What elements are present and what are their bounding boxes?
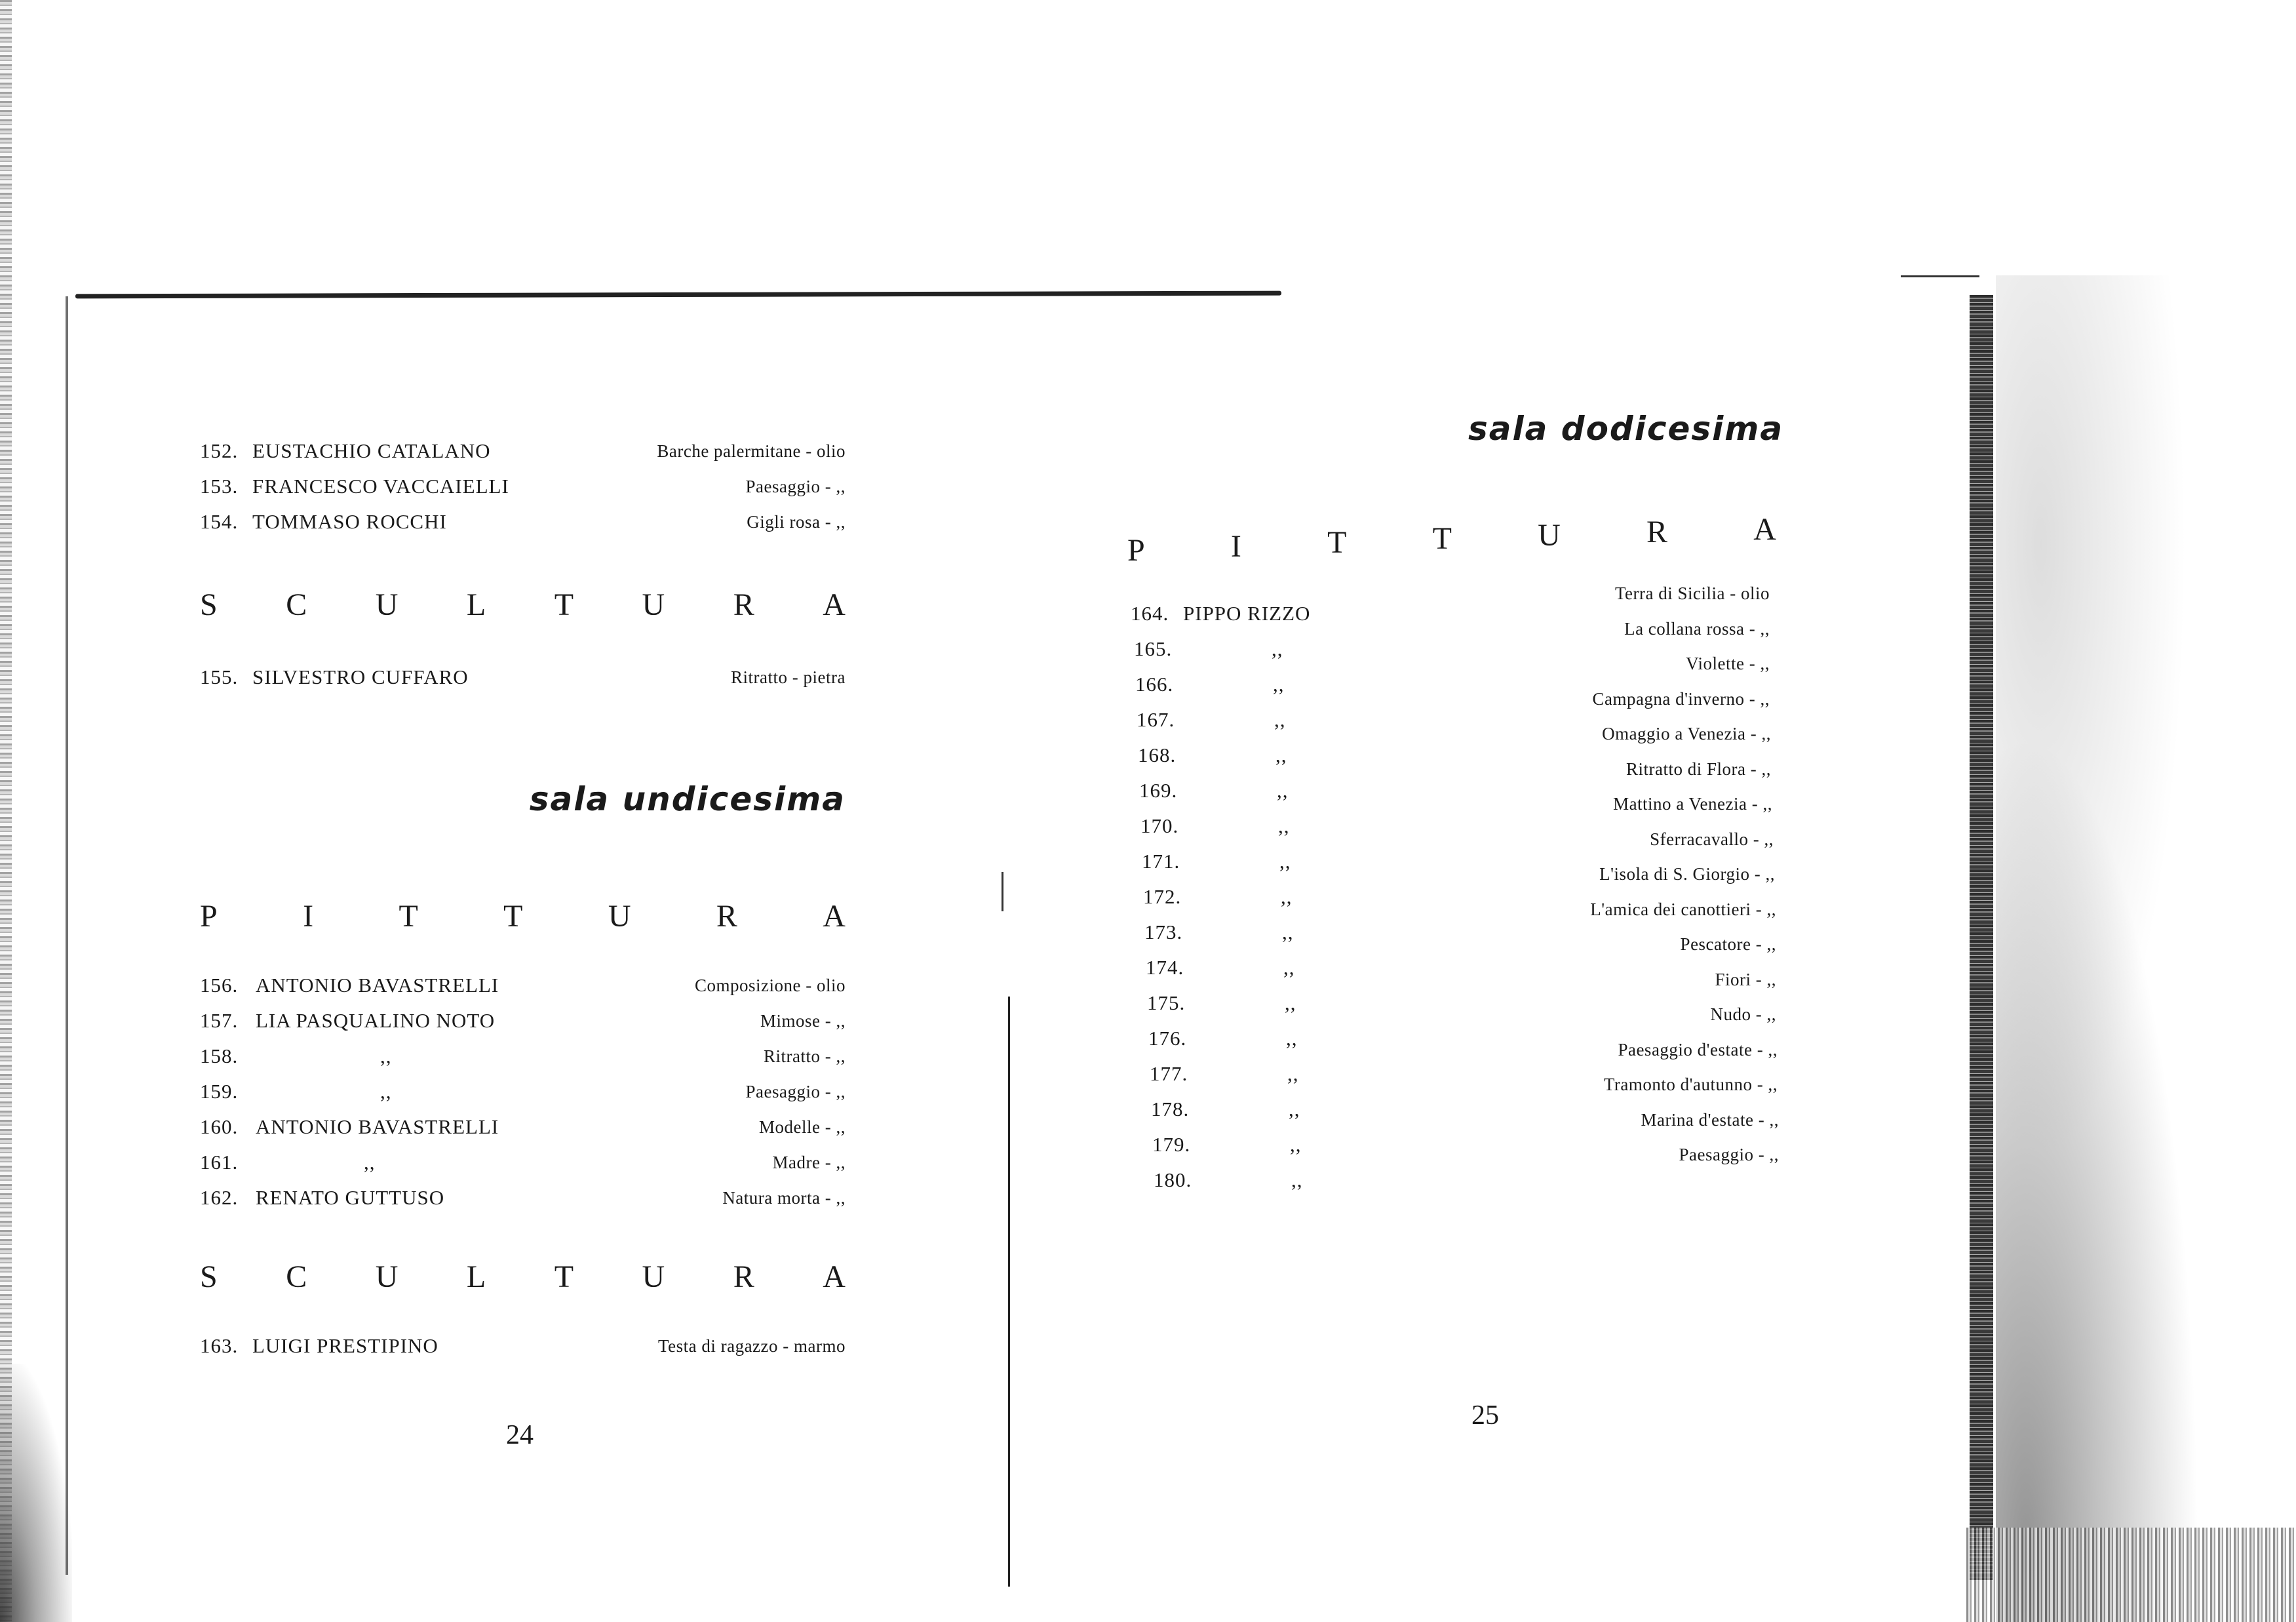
heading-letter: S — [200, 1259, 218, 1294]
heading-letter: T — [503, 899, 523, 934]
work-title: Natura morta - ,, — [722, 1188, 846, 1208]
heading-letter: S — [200, 587, 218, 622]
list-item — [1131, 920, 1393, 956]
list-item — [1376, 970, 1835, 1005]
ditto-mark: ,, — [1285, 991, 1296, 1014]
heading-letter: I — [1230, 529, 1241, 564]
artist-name: PIPPO RIZZO — [1183, 602, 1311, 625]
work-title: Pescatore - ,, — [1680, 934, 1776, 954]
entry-number: 154. — [200, 510, 239, 533]
heading-letter: U — [642, 587, 665, 622]
entry-number: 168. — [1138, 743, 1177, 766]
heading-letter: I — [303, 899, 314, 934]
scan-noise-right — [1996, 275, 2296, 1622]
heading-letter: R — [1646, 515, 1668, 549]
artist-name: RENATO GUTTUSO — [256, 1186, 445, 1209]
heading-letter: U — [642, 1259, 665, 1294]
work-title: L'amica dei canottieri - ,, — [1590, 899, 1776, 919]
heading-letter: P — [1127, 533, 1145, 568]
work-title: Ritratto - pietra — [731, 667, 846, 687]
heading-letter: U — [375, 587, 399, 622]
room-title: sala dodicesima — [1468, 410, 1784, 448]
work-title: Ritratto di Flora - ,, — [1626, 759, 1771, 779]
artist-name: ANTONIO BAVASTRELLI — [256, 1115, 499, 1138]
work-title: Violette - ,, — [1686, 654, 1770, 673]
entry-number: 169. — [1139, 779, 1178, 802]
page-left-edge — [66, 296, 68, 1575]
work-title: Paesaggio - ,, — [745, 477, 846, 496]
list-item — [1131, 1168, 1393, 1204]
heading-letter: U — [608, 899, 631, 934]
list-item — [1376, 1075, 1835, 1110]
list-item — [1376, 1110, 1835, 1145]
ditto-mark: ,, — [1272, 637, 1283, 660]
list-item — [1376, 724, 1835, 759]
work-title: Mimose - ,, — [760, 1011, 846, 1031]
entry-number: 155. — [200, 665, 239, 688]
catalogue-entry — [200, 1151, 846, 1186]
work-title: La collana rossa - ,, — [1624, 618, 1770, 639]
ditto-mark: ,, — [380, 1080, 392, 1103]
entry-number: 164. — [1131, 602, 1169, 625]
ditto-mark: ,, — [380, 1044, 392, 1067]
ditto-mark: ,, — [1286, 1027, 1298, 1050]
catalogue-entry — [200, 1044, 846, 1080]
list-item — [1131, 956, 1393, 991]
entry-number: 174. — [1146, 956, 1184, 979]
work-title: Paesaggio d'estate - ,, — [1618, 1039, 1778, 1059]
work-title: Marina d'estate - ,, — [1641, 1109, 1779, 1130]
catalogue-entry — [200, 1115, 846, 1151]
list-item — [1131, 1133, 1393, 1168]
entry-number: 177. — [1150, 1062, 1188, 1085]
heading-letter: T — [554, 587, 574, 622]
entry-number: 156. — [200, 974, 239, 997]
work-title: Omaggio a Venezia - ,, — [1602, 724, 1771, 743]
ditto-mark: ,, — [1281, 885, 1293, 908]
work-title: Tramonto d'autunno - ,, — [1603, 1075, 1778, 1094]
entry-number: 153. — [200, 475, 239, 498]
work-title: Campagna d'inverno - ,, — [1592, 688, 1770, 709]
list-item — [1376, 1040, 1835, 1075]
entry-number: 152. — [200, 439, 239, 462]
entry-number: 175. — [1147, 991, 1186, 1014]
ditto-mark: ,, — [1290, 1133, 1302, 1156]
heading-letter: L — [466, 1259, 486, 1294]
heading-letter: U — [375, 1259, 399, 1294]
list-item — [1131, 991, 1393, 1027]
heading-letter: T — [1327, 525, 1347, 560]
entry-number: 165. — [1134, 637, 1173, 660]
heading-letter: A — [1753, 512, 1776, 547]
heading-letter: R — [716, 899, 737, 934]
artist-name: LUIGI PRESTIPINO — [252, 1334, 438, 1357]
entry-number: 170. — [1140, 814, 1179, 837]
entry-number: 159. — [200, 1080, 239, 1103]
list-item — [1376, 794, 1835, 829]
entries-top — [200, 439, 846, 545]
work-title: Paesaggio - ,, — [1679, 1145, 1779, 1164]
artist-name: EUSTACHIO CATALANO — [252, 439, 491, 462]
list-item — [1376, 829, 1835, 865]
section-heading-scultura — [200, 1259, 846, 1295]
page-number: 25 — [1471, 1400, 1499, 1431]
list-item — [1131, 637, 1393, 673]
heading-letter: R — [733, 587, 754, 622]
catalogue-entry — [200, 510, 846, 545]
catalogue-entry — [200, 475, 846, 510]
entry-number: 173. — [1144, 920, 1183, 943]
entry-number: 167. — [1137, 708, 1175, 731]
catalogue-entry — [200, 1334, 846, 1367]
list-item — [1376, 654, 1835, 689]
work-title: Gigli rosa - ,, — [747, 512, 846, 532]
list-item — [1131, 850, 1393, 885]
work-title: Mattino a Venezia - ,, — [1613, 794, 1772, 814]
entry-number: 179. — [1152, 1133, 1191, 1156]
section-heading-pittura — [1127, 511, 1776, 568]
list-item — [1376, 934, 1835, 970]
numbers-column — [1131, 602, 1393, 1204]
entry-number: 166. — [1135, 673, 1174, 696]
work-title: Ritratto - ,, — [764, 1046, 846, 1066]
work-title: Barche palermitane - olio — [657, 441, 846, 461]
entry-number: 162. — [200, 1186, 239, 1209]
list-item — [1376, 689, 1835, 724]
ditto-mark: ,, — [1278, 814, 1290, 837]
list-item — [1376, 864, 1835, 900]
entry-number: 157. — [200, 1009, 239, 1032]
section-heading-pittura — [200, 898, 846, 934]
entries-pittura — [200, 974, 846, 1221]
list-item — [1376, 584, 1835, 619]
entry-number: 163. — [200, 1334, 239, 1357]
list-item — [1131, 1027, 1393, 1062]
heading-letter: U — [1538, 518, 1561, 553]
entry-number: 160. — [200, 1115, 239, 1138]
catalogue-entry — [200, 1186, 846, 1221]
work-title: Modelle - ,, — [759, 1117, 846, 1137]
heading-letter: T — [554, 1259, 574, 1294]
ditto-mark: ,, — [1274, 708, 1286, 731]
heading-letter: R — [733, 1259, 754, 1294]
gutter-mark — [1002, 872, 1003, 911]
page-number: 24 — [506, 1420, 534, 1450]
ditto-mark: ,, — [1289, 1098, 1300, 1120]
section-heading-scultura — [200, 587, 846, 623]
list-item — [1376, 619, 1835, 654]
entry-number: 171. — [1142, 850, 1180, 873]
heading-letter: T — [399, 899, 418, 934]
entry-number: 158. — [200, 1044, 239, 1067]
heading-letter: L — [466, 587, 486, 622]
artist-name: SILVESTRO CUFFARO — [252, 665, 469, 688]
page-top-edge — [75, 291, 1281, 299]
work-title: Paesaggio - ,, — [745, 1082, 846, 1101]
catalogue-entry — [200, 665, 846, 698]
ditto-mark: ,, — [1287, 1062, 1299, 1085]
book-edge-right — [1970, 295, 1993, 1580]
list-item — [1131, 779, 1393, 814]
heading-letter: A — [823, 1259, 846, 1294]
list-item — [1376, 1004, 1835, 1040]
heading-letter: A — [823, 587, 846, 622]
ditto-mark: ,, — [1291, 1168, 1303, 1191]
catalogue-entry — [200, 1080, 846, 1115]
heading-letter: A — [823, 899, 846, 934]
catalogue-entry — [1131, 602, 1393, 637]
list-item — [1131, 673, 1393, 708]
work-title: Terra di Sicilia - olio — [1614, 584, 1770, 603]
work-title: Composizione - olio — [695, 976, 846, 995]
catalogue-entry — [200, 974, 846, 1009]
list-item — [1376, 900, 1835, 935]
work-title: Fiori - ,, — [1715, 969, 1776, 989]
work-title: L'isola di S. Giorgio - ,, — [1599, 864, 1775, 884]
work-title: Testa di ragazzo - marmo — [658, 1336, 846, 1356]
book-gutter — [1008, 997, 1010, 1587]
list-item — [1131, 1062, 1393, 1098]
heading-letter: C — [286, 587, 307, 622]
work-title: Sferracavallo - ,, — [1650, 829, 1774, 849]
list-item — [1376, 1145, 1835, 1180]
ditto-mark: ,, — [1275, 743, 1287, 766]
entry-number: 172. — [1143, 885, 1182, 908]
list-item — [1131, 1098, 1393, 1133]
artist-name: ANTONIO BAVASTRELLI — [256, 974, 499, 997]
works-column — [1376, 584, 1835, 1180]
ditto-mark: ,, — [1279, 850, 1291, 873]
list-item — [1131, 708, 1393, 743]
heading-letter: C — [286, 1259, 307, 1294]
ditto-mark: ,, — [1277, 779, 1289, 802]
ditto-mark: ,, — [1282, 920, 1294, 943]
entry-number: 180. — [1154, 1168, 1192, 1191]
scan-shadow-bottom-left — [0, 1364, 72, 1622]
list-item — [1131, 743, 1393, 779]
list-item — [1376, 759, 1835, 795]
artist-name: LIA PASQUALINO NOTO — [256, 1009, 496, 1032]
catalogue-entry — [200, 1009, 846, 1044]
heading-letter: P — [200, 899, 218, 934]
ditto-mark: ,, — [1273, 673, 1285, 696]
entry-number: 161. — [200, 1151, 239, 1174]
list-item — [1131, 814, 1393, 850]
work-title: Madre - ,, — [772, 1153, 846, 1172]
scan-noise-bottom-right — [1966, 1528, 2296, 1622]
room-title: sala undicesima — [529, 780, 846, 818]
artist-name: FRANCESCO VACCAIELLI — [252, 475, 509, 498]
entry-number: 178. — [1151, 1098, 1190, 1120]
ditto-mark: ,, — [1283, 956, 1295, 979]
work-title: Nudo - ,, — [1710, 1004, 1776, 1024]
entry-number: 176. — [1148, 1027, 1187, 1050]
heading-letter: T — [1432, 521, 1452, 556]
page-top-edge-right — [1901, 275, 1979, 277]
ditto-mark: ,, — [364, 1151, 376, 1174]
artist-name: TOMMASO ROCCHI — [252, 510, 447, 533]
catalogue-entry — [200, 439, 846, 475]
list-item — [1131, 885, 1393, 920]
